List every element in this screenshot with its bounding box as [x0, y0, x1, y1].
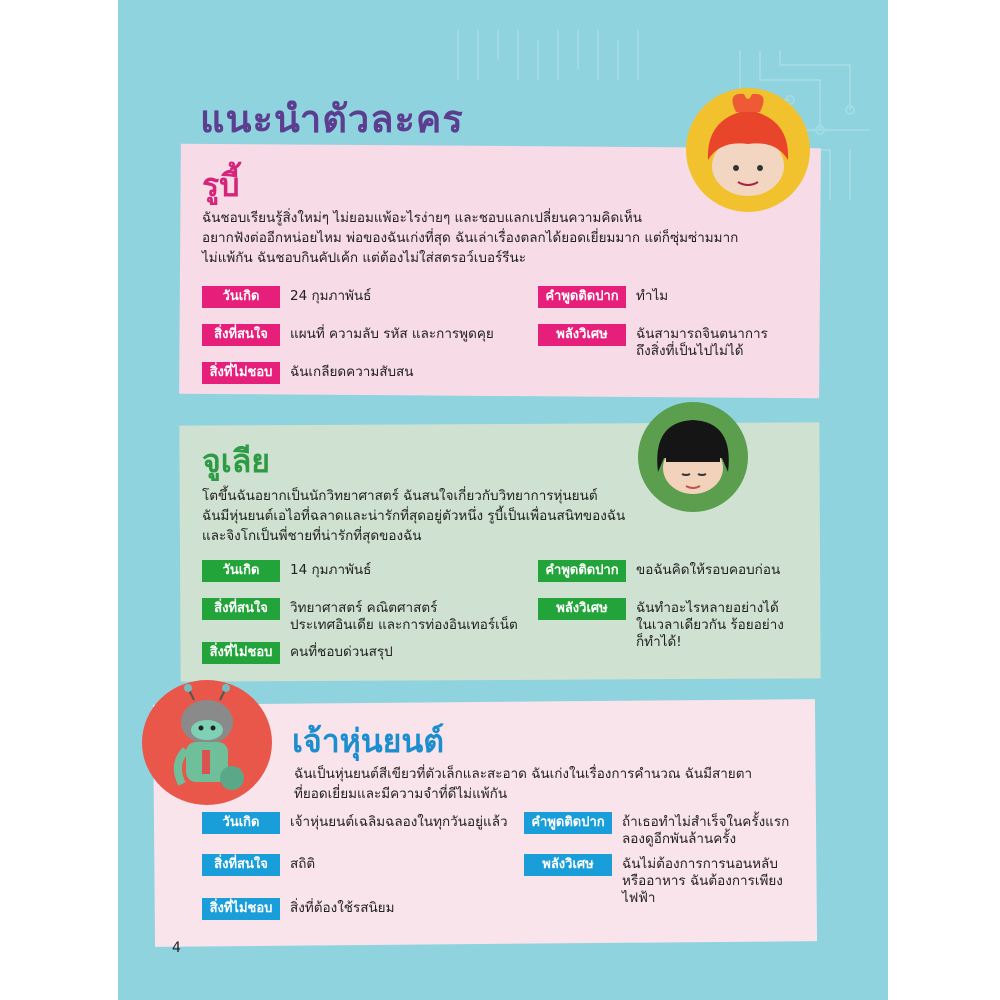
book-page: [118, 0, 888, 1000]
birthday-tag: วันเกิด: [202, 286, 280, 308]
character-description-ruby: [202, 208, 802, 268]
dislikes-row: [202, 642, 393, 664]
catchphrase-row: [538, 286, 668, 308]
description-line: ฉันชอบเรียนรู้สิ่งใหม่ๆ ไม่ยอมแพ้อะไรง่ายๆ และชอบแลกเปลี่ยนความคิดเห็น: [202, 210, 642, 226]
description-line: ฉันเป็นหุ่นยนต์สีเขียวที่ตัวเล็กและสะอาด ฉันเก่งในเรื่องการคำนวณ ฉันมีสายตา: [294, 766, 753, 782]
description-line: ไม่แพ้กัน ฉันชอบกินคัปเค้ก แต่ต้องไม่ใส่สตรอว์เบอร์รีนะ: [202, 250, 527, 266]
interests-value: [290, 854, 315, 873]
interests-value: [290, 324, 494, 343]
superpower-row: [524, 854, 783, 907]
superpower-line: ในเวลาเดียวกัน ร้อยอย่าง: [636, 617, 784, 633]
catchphrase-tag: คำพูดติดปาก: [538, 286, 626, 308]
interests-tag: สิ่งที่สนใจ: [202, 598, 280, 620]
interests-line: แผนที่ ความลับ รหัส และการพูดคุย: [290, 326, 494, 342]
superpower-value: [636, 324, 768, 360]
catchphrase-line: ขอฉันคิดให้รอบคอบก่อน: [636, 562, 781, 578]
character-description-robot: [294, 764, 814, 804]
interests-row: [202, 598, 518, 634]
interests-tag: สิ่งที่สนใจ: [202, 324, 280, 346]
dislikes-value: สิ่งที่ต้องใช้รสนิยม: [290, 900, 395, 916]
superpower-line: ก็ทำได้!: [636, 634, 682, 650]
birthday-value: 14 กุมภาพันธ์: [290, 562, 372, 578]
description-line: ฉันมีหุ่นยนต์เอไอที่ฉลาดและน่ารักที่สุดอยู่ตัวหนึ่ง รูบี้เป็นเพื่อนสนิทของฉัน: [202, 508, 626, 524]
superpower-line: ฉันสามารถจินตนาการ: [636, 326, 768, 342]
character-name-ruby: รูบี้: [202, 166, 240, 204]
birthday-value: เจ้าหุ่นยนต์เฉลิมฉลองในทุกวันอยู่แล้ว: [290, 814, 508, 830]
superpower-value: [622, 854, 783, 907]
catchphrase-tag: คำพูดติดปาก: [538, 560, 626, 582]
superpower-line: ฉันทำอะไรหลายอย่างได้: [636, 600, 779, 616]
catchphrase-value: [636, 560, 780, 579]
birthday-tag: วันเกิด: [202, 560, 280, 582]
superpower-tag: พลังวิเศษ: [538, 324, 626, 346]
interests-line: ประเทศอินเดีย และการท่องอินเทอร์เน็ต: [290, 617, 518, 633]
superpower-value: [636, 598, 784, 651]
catchphrase-line: ทำไม: [636, 288, 669, 304]
description-line: อยากฟังต่ออีกหน่อยไหม พ่อของฉันเก่งที่สุด ฉันเล่าเรื่องตลกได้ยอดเยี่ยมมาก แต่ก็ซุ่มซ่ามมาก: [202, 230, 739, 246]
superpower-line: ฉันไม่ต้องการการนอนหลับ: [622, 856, 778, 872]
superpower-tag: พลังวิเศษ: [538, 598, 626, 620]
interests-line: วิทยาศาสตร์ คณิตศาสตร์: [290, 600, 438, 616]
description-line: ที่ยอดเยี่ยมและมีความจำที่ดีไม่แพ้กัน: [294, 786, 508, 802]
dislikes-row: [202, 898, 394, 920]
birthday-row: [202, 560, 371, 582]
dislikes-tag: สิ่งที่ไม่ชอบ: [202, 898, 280, 920]
green-robot-avatar-icon: [142, 680, 272, 805]
interests-value: [290, 598, 518, 634]
character-name-robot: เจ้าหุ่นยนต์: [292, 722, 445, 760]
birthday-row: [202, 286, 371, 308]
catchphrase-line: ลองดูอีกพันล้านครั้ง: [622, 831, 737, 847]
birthday-row: [202, 812, 508, 834]
catchphrase-value: [636, 286, 668, 305]
dislikes-value: คนที่ชอบด่วนสรุป: [290, 644, 393, 660]
superpower-row: [538, 324, 768, 360]
dislikes-row: [202, 362, 414, 384]
character-description-julia: [202, 486, 762, 546]
catchphrase-row: [524, 812, 789, 848]
interests-line: สถิติ: [290, 856, 316, 872]
superpower-row: [538, 598, 784, 651]
dislikes-tag: สิ่งที่ไม่ชอบ: [202, 642, 280, 664]
description-line: โตขึ้นฉันอยากเป็นนักวิทยาศาสตร์ ฉันสนใจเกี่ยวกับวิทยาการหุ่นยนต์: [202, 488, 598, 504]
catchphrase-row: [538, 560, 780, 582]
description-line: และจิงโกเป็นพี่ชายที่น่ารักที่สุดของฉัน: [202, 528, 422, 544]
catchphrase-tag: คำพูดติดปาก: [524, 812, 612, 834]
superpower-line: หรืออาหาร ฉันต้องการเพียง: [622, 873, 783, 889]
page-title: แนะนำตัวละคร: [200, 97, 464, 141]
page-number: 4: [172, 940, 181, 956]
red-hair-girl-avatar-icon: [686, 88, 810, 212]
dislikes-tag: สิ่งที่ไม่ชอบ: [202, 362, 280, 384]
dislikes-value: ฉันเกลียดความสับสน: [290, 364, 414, 380]
superpower-tag: พลังวิเศษ: [524, 854, 612, 876]
character-name-julia: จูเลีย: [202, 442, 271, 480]
interests-row: [202, 324, 494, 346]
superpower-line: ไฟฟ้า: [622, 890, 656, 906]
superpower-line: ถึงสิ่งที่เป็นไปไม่ได้: [636, 343, 744, 359]
birthday-value: 24 กุมภาพันธ์: [290, 288, 372, 304]
interests-tag: สิ่งที่สนใจ: [202, 854, 280, 876]
catchphrase-line: ถ้าเธอทำไม่สำเร็จในครั้งแรก: [622, 814, 790, 830]
interests-row: [202, 854, 315, 876]
birthday-tag: วันเกิด: [202, 812, 280, 834]
catchphrase-value: [622, 812, 789, 848]
